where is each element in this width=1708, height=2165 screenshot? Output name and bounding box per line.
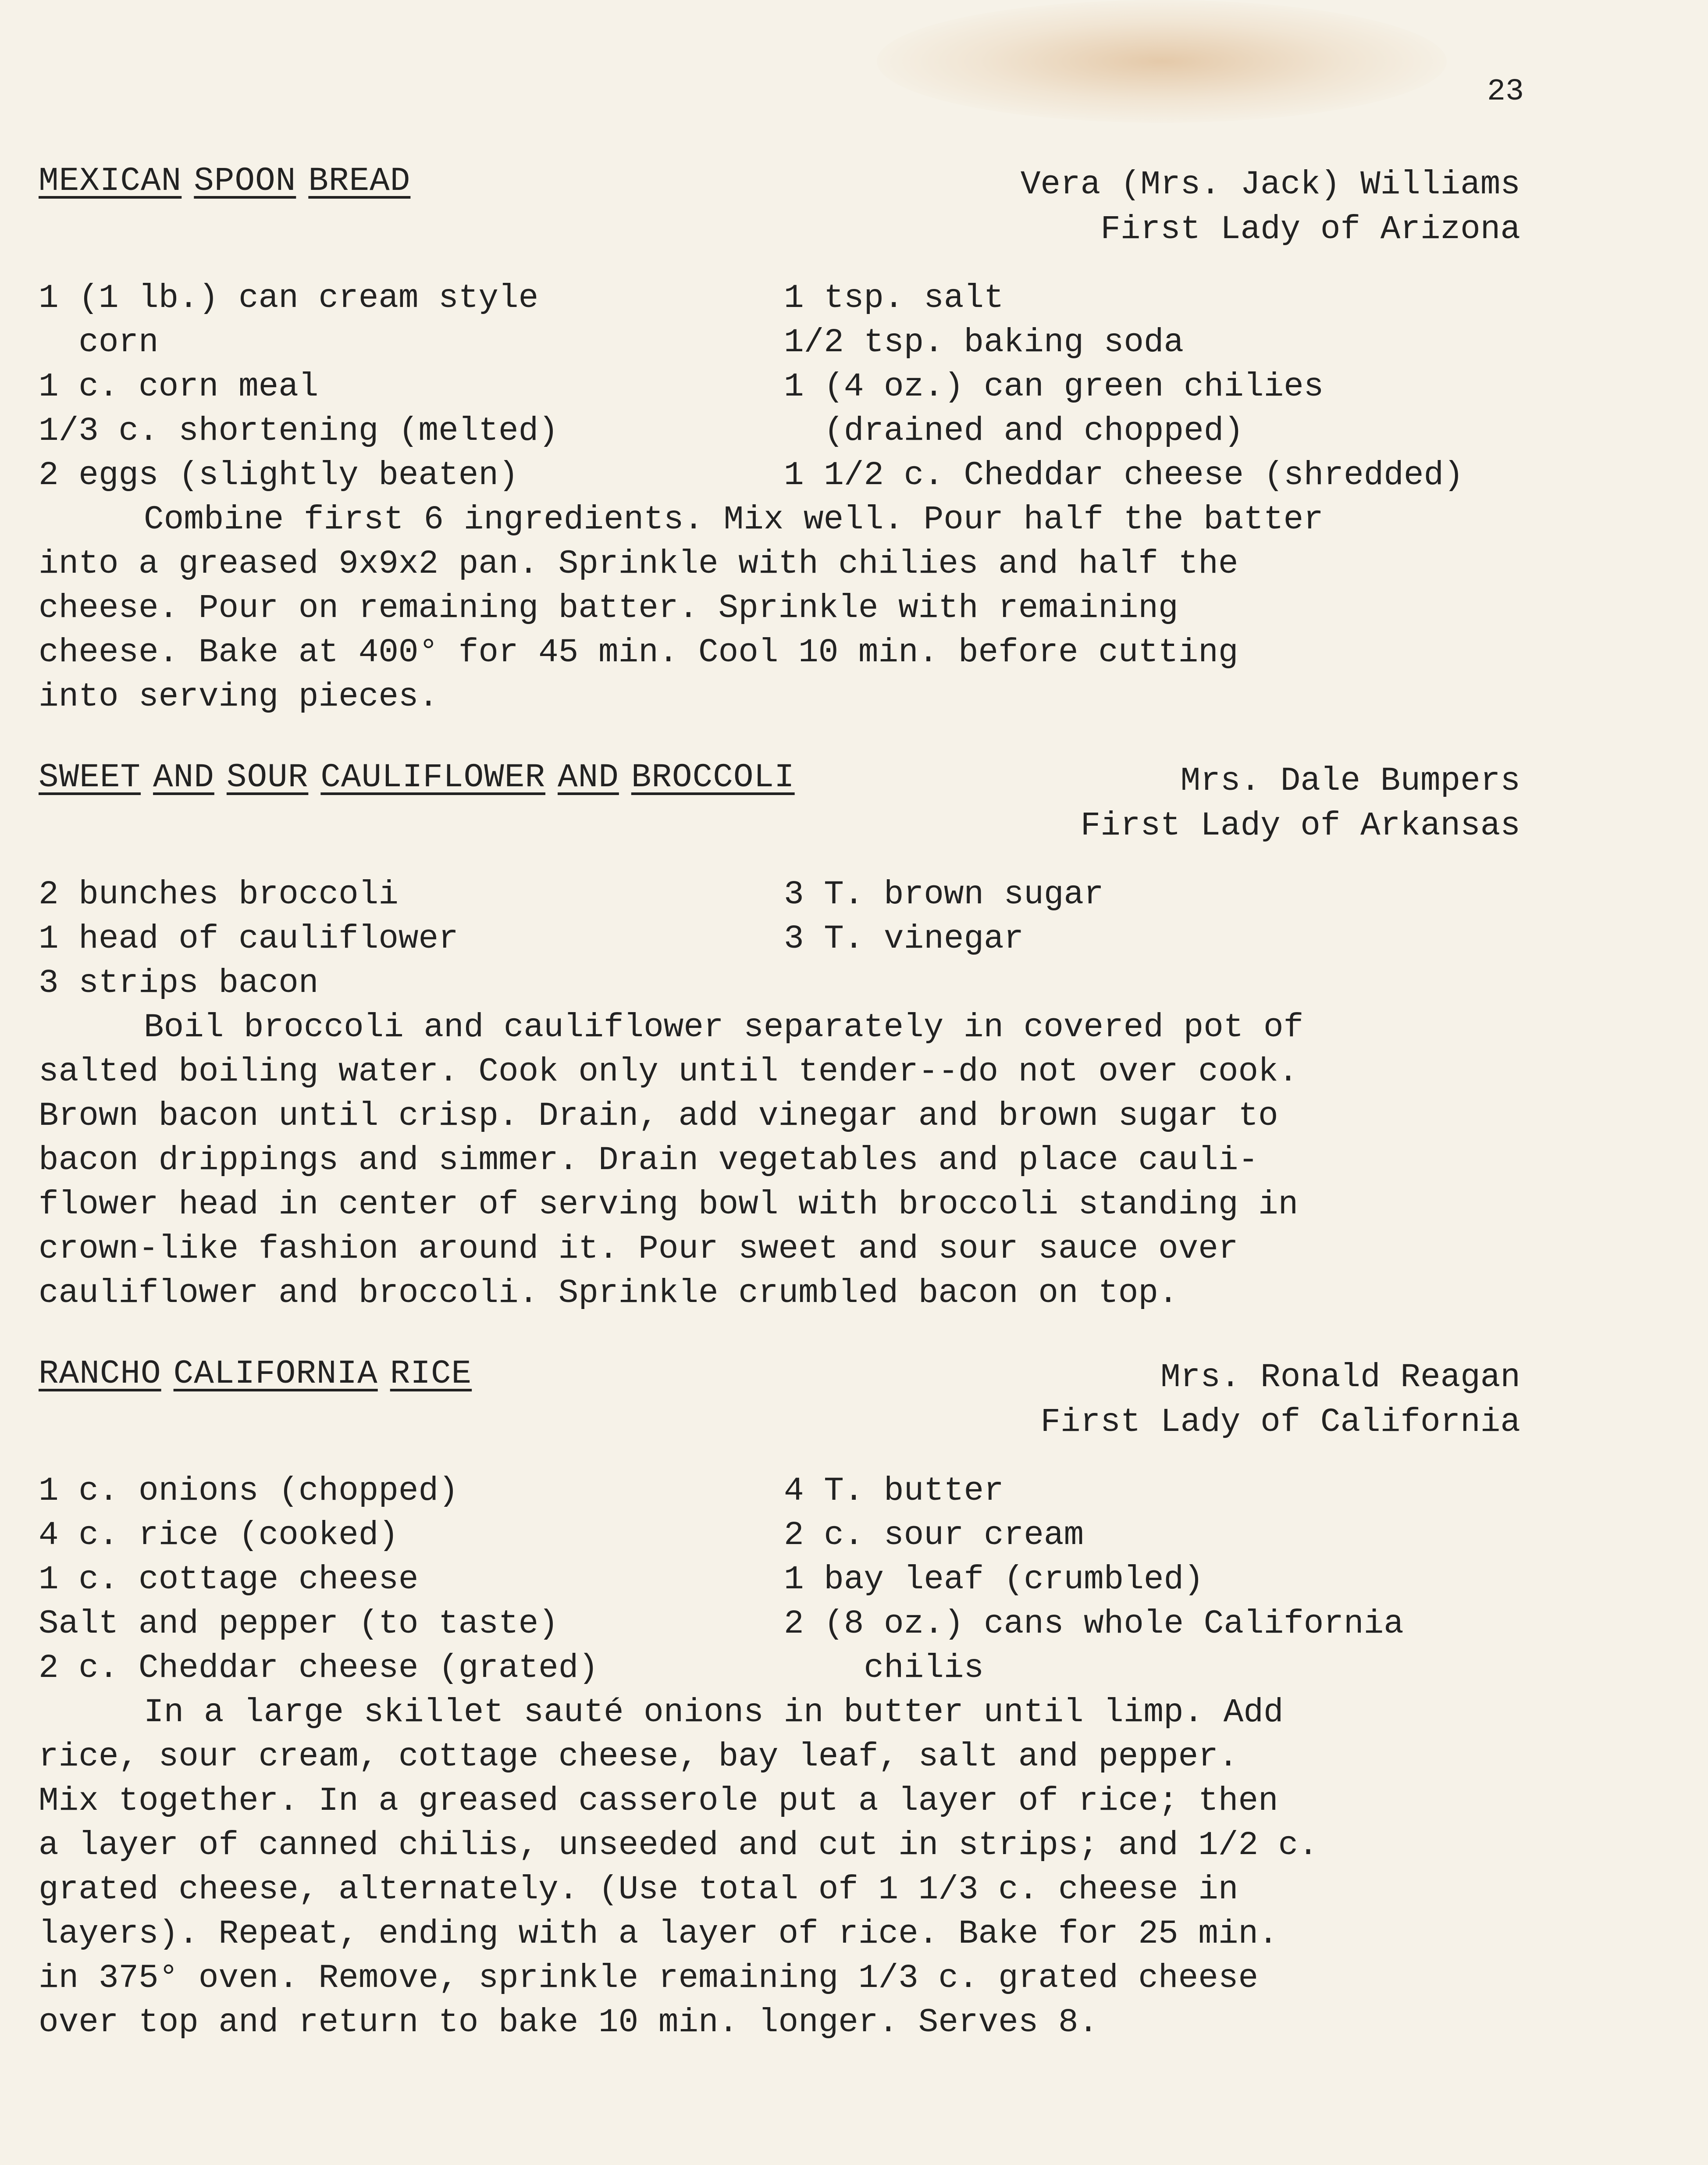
ingredient: 3 strips bacon <box>39 964 319 1002</box>
ingredient: corn <box>39 324 159 361</box>
recipe-credit <box>1021 162 1520 252</box>
directions: Boil broccoli and cauliflower separately in covered pot of salted boiling water. Cook only until tender--do not over cook. Brown bacon until crisp. Drain, add vinegar and brown sugar to bacon drippings and simmer. Drain vegetables and place cauli- flower head in center of serving bowl with broccoli standing in crown-like fashion around it. Pour sweet and sour sauce over cauliflower and broccoli. Sprinkle crumbled bacon on top. <box>39 1009 1304 1312</box>
author-title: First Lady of Arkansas <box>1080 807 1520 845</box>
ingredient: 1 tsp. salt <box>784 279 1004 317</box>
ingredient: 2 bunches broccoli <box>39 876 399 913</box>
directions: In a large skillet sauté onions in butter until limp. Add rice, sour cream, cottage cheese, bay leaf, salt and pepper. Mix together. In a greased casserole put a layer of rice; then a layer of canned chilis, unseeded and cut in strips; and 1/2 c. grated cheese, alternately. (Use total of 1 1/3 c. cheese in layers). Repeat, ending with a layer of rice. Bake for 25 min. in 375° oven. Remove, sprinkle remaining 1/3 c. grated cheese over top and return to bake 10 min. longer. Serves 8. <box>39 1694 1318 2041</box>
ingredient: 2 c. Cheddar cheese (grated) <box>39 1649 599 1687</box>
recipe-credit <box>1081 759 1520 848</box>
ingredient: 2 eggs (slightly beaten) <box>39 457 519 494</box>
recipe-sweet-and-sour-cauliflower <box>39 759 1520 1316</box>
recipe-mexican-spoon-bread <box>39 162 1520 719</box>
recipe-title: MEXICAN SPOON BREAD <box>39 162 411 200</box>
author-name: Vera (Mrs. Jack) Williams <box>1020 166 1520 203</box>
ingredient: 1/2 tsp. baking soda <box>784 324 1184 361</box>
ingredient: 3 T. brown sugar <box>784 876 1104 913</box>
ingredient: 1 1/2 c. Cheddar cheese (shredded) <box>784 457 1464 494</box>
ingredient: Salt and pepper (to taste) <box>39 1605 559 1643</box>
recipe-credit <box>1040 1355 1520 1445</box>
author-title: First Lady of Arizona <box>1100 210 1520 248</box>
directions: Combine first 6 ingredients. Mix well. Pour half the batter into a greased 9x9x2 pan. Sprinkle with chilies and half the cheese. Pour on remaining batter. Sprinkle with remaining cheese. Bake at 400° for 45 min. Cool 10 min. before cutting into serving pieces. <box>39 501 1324 716</box>
author-name: Mrs. Ronald Reagan <box>1160 1359 1520 1396</box>
ingredient: 4 c. rice (cooked) <box>39 1516 399 1554</box>
ingredient: 1 c. onions (chopped) <box>39 1472 459 1510</box>
ingredient: 2 (8 oz.) cans whole California <box>784 1605 1404 1643</box>
ingredients <box>39 873 1520 1006</box>
ingredient: 1 (4 oz.) can green chilies <box>784 368 1324 406</box>
ingredient: chilis <box>784 1649 984 1687</box>
recipe-title: SWEET AND SOUR CAULIFLOWER AND BROCCOLI <box>39 759 795 796</box>
ingredient: 1/3 c. shortening (melted) <box>39 412 559 450</box>
ingredient: 3 T. vinegar <box>784 920 1024 958</box>
page-number: 23 <box>1487 75 1524 109</box>
author-title: First Lady of California <box>1040 1403 1520 1441</box>
ingredient: 1 c. corn meal <box>39 368 319 406</box>
ingredient: 1 c. cottage cheese <box>39 1561 419 1598</box>
ingredient: 4 T. butter <box>784 1472 1004 1510</box>
paper-stain <box>877 0 1447 123</box>
ingredient: (drained and chopped) <box>784 412 1244 450</box>
recipe-title: RANCHO CALIFORNIA RICE <box>39 1355 472 1393</box>
recipe-rancho-california-rice <box>39 1355 1520 2045</box>
ingredient: 2 c. sour cream <box>784 1516 1084 1554</box>
ingredients <box>39 1469 1520 1691</box>
ingredients <box>39 276 1520 498</box>
ingredient: 1 bay leaf (crumbled) <box>784 1561 1204 1598</box>
ingredient: 1 head of cauliflower <box>39 920 459 958</box>
author-name: Mrs. Dale Bumpers <box>1180 762 1520 800</box>
ingredient: 1 (1 lb.) can cream style <box>39 279 539 317</box>
